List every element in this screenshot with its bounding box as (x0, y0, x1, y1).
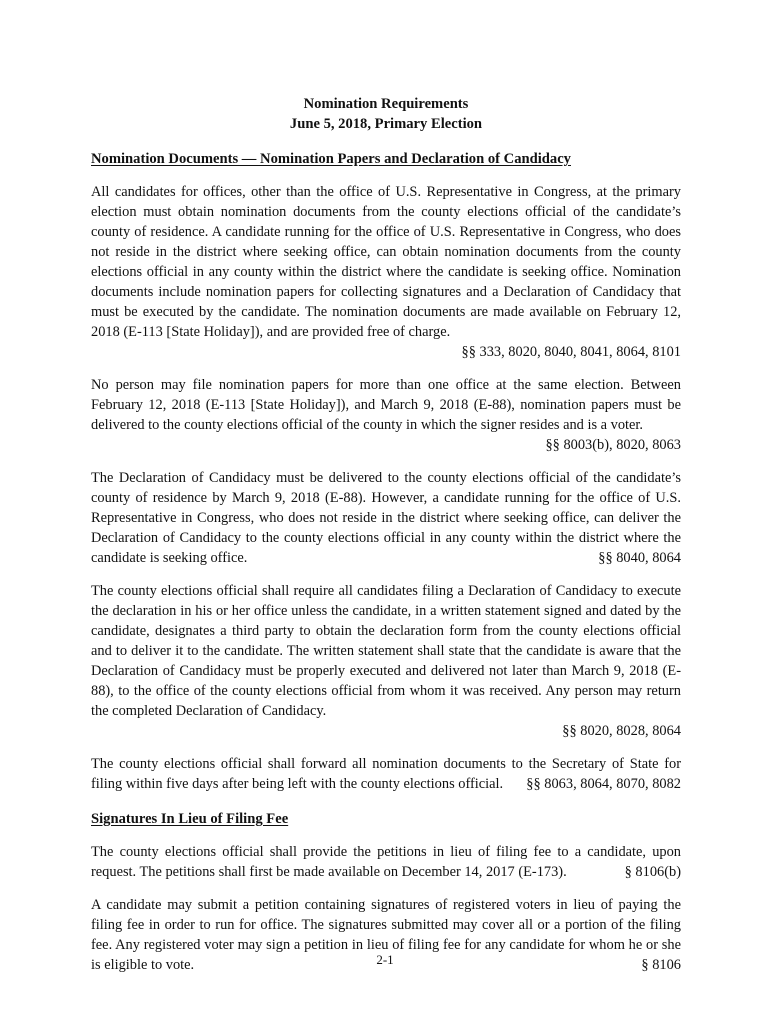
document-subtitle: June 5, 2018, Primary Election (289, 116, 483, 132)
section-heading: Nomination Documents — Nomination Papers and Declaration of Candidacy (91, 151, 571, 167)
paragraph (91, 842, 681, 882)
paragraph-text: All candidates for offices, other than the office of U.S. Representative in Congress, at the primary election must obtain nomination documents from the county elections official of the candidate’s county of residence. A candidate running for the office of U.S. Representative in Congress, who does not reside in the district where seeking office, can obtain nomination documents from the county elections official in any county within the district where the candidate is seeking office. Nomination documents include nomination papers for collecting signatures and a Declaration of Candidacy that must be executed by the candidate. The nomination documents are made available on February 12, 2018 (E-113 [State Holiday]), and are provided free of charge. (91, 184, 681, 340)
paragraph-text: The county elections official shall require all candidates filing a Declaration of Candidacy to execute the declaration in his or her office unless the candidate, in a written statement signed and dated by the candidate, designates a third party to obtain the declaration form from the county elections official and to deliver it to the candidate. The written statement shall state that the candidate is aware that the Declaration of Candidacy must be properly executed and delivered not later than March 9, 2018 (E-88), to the office of the county elections official from whom it was received. Any person may return the completed Declaration of Candidacy. (91, 583, 681, 719)
document-title: Nomination Requirements (303, 96, 469, 112)
citation: §§ 8063, 8064, 8070, 8082 (526, 776, 681, 792)
page-number: 2-1 (376, 952, 394, 967)
paragraph (91, 581, 681, 741)
paragraph (91, 182, 681, 362)
paragraph-text (91, 468, 681, 568)
paragraph-body: The county elections official shall provide the petitions in lieu of filing fee to a candidate, upon request. The petitions shall first be made available on December 14, 2017 (E-173). (91, 844, 681, 880)
paragraph-body: The county elections official shall forward all nomination documents to the Secretary of State for filing within five days after being left with the county elections official. (91, 756, 681, 792)
citation: §§ 8020, 8028, 8064 (562, 723, 681, 739)
paragraph-text (91, 754, 681, 794)
section-heading: Signatures In Lieu of Filing Fee (91, 811, 289, 827)
citation: § 8106(b) (624, 864, 681, 880)
page-content (91, 94, 681, 975)
citation: §§ 8040, 8064 (598, 550, 681, 566)
citation: §§ 8003(b), 8020, 8063 (545, 437, 681, 453)
citation: §§ 333, 8020, 8040, 8041, 8064, 8101 (461, 344, 681, 360)
citation: § 8106 (641, 957, 681, 973)
paragraph (91, 375, 681, 455)
paragraph-body: The Declaration of Candidacy must be delivered to the county elections official of the candidate’s county of residence by March 9, 2018 (E-88). However, a candidate running for the office of U.S. Representative in Congress, who does not reside in the district where seeking office, can deliver the Declaration of Candidacy to the county elections official in any county within the district where the candidate is seeking office. (91, 470, 681, 566)
paragraph-body: A candidate may submit a petition containing signatures of registered voters in lieu of paying the filing fee in order to run for office. The signatures submitted may cover all or a portion of the filing fee. Any registered voter may sign a petition in lieu of filing fee for any candidate for whom he or she is eligible to vote. (91, 897, 681, 973)
paragraph (91, 468, 681, 568)
paragraph-text (91, 842, 681, 882)
paragraph-text: No person may file nomination papers for more than one office at the same election. Between February 12, 2018 (E-113 [State Holiday]), and March 9, 2018 (E-88), nomination papers must be delivered to the county elections official of the county in which the signer resides and is a voter. (91, 377, 681, 433)
paragraph (91, 754, 681, 794)
